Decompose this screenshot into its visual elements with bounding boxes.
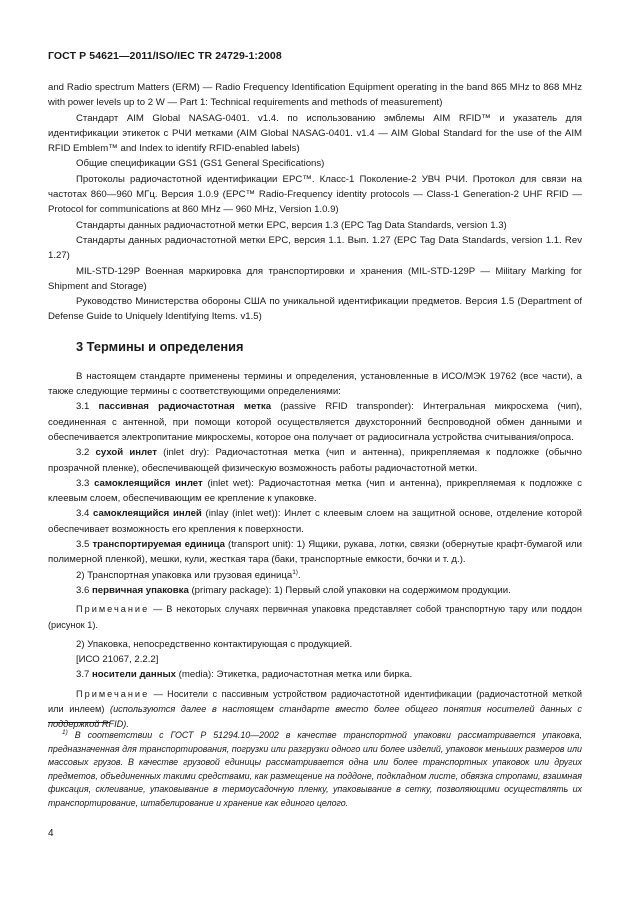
footnote: $^{1)}$ В соответствии с ГОСТ Р 51294.10—2002 в качестве транспортной упаковки рассматривается упаковка, предназначенная для транспортирования, погрузки или разгрузки одного или более изделий, упаковок меньших размеров или массовых грузов. В качестве грузовой единицы рассматривается одна или более транспортных упаковок или других предметов, объединенных такими средствами, как размещение на поддоне, подкладном листе, обвязка стропами, взаимная фиксация, склеивание, упаковывание в термоусадочную пленку, упаковывание в сетку, позволяющими осуществлять их транспортирование, штабелирование и хранение как единого целого. bbox=[48, 729, 582, 808]
footnote-mark: 1) bbox=[62, 729, 68, 737]
term-text: (primary package): 1) Первый слой упаковки на содержимом продукции. bbox=[188, 584, 511, 596]
footnote-ref: 1) bbox=[292, 568, 298, 576]
term-definition bbox=[48, 506, 582, 537]
note-label: Примечание bbox=[76, 604, 150, 615]
document-body bbox=[48, 80, 582, 733]
term-number: 3.1 bbox=[76, 401, 90, 413]
term-name: самоклеящийся инлет bbox=[94, 477, 203, 489]
page-number: 4 bbox=[48, 828, 54, 839]
term-subitem: 2) Упаковка, непосредственно контактирующая с продукцией. bbox=[76, 638, 353, 650]
term-text: (passive RFID transponder): Интегральная микросхема (чип), соединенная с антенной, при помощи которой осуществляется двухсторонний беспроводной обмен данными и обеспечивается электропитание микросхемы, которое она получает от радиосигнала устройства считывания/опроса. bbox=[48, 401, 582, 443]
note: Примечание — В некоторых случаях первичная упаковка представляет собой транспортную тару или поддон (рисунок 1). bbox=[48, 604, 582, 630]
term-text: (inlay (inlet wet)): Инлет с клеевым слоем на защитной основе, отделение которой обеспечивает возможность его крепления к поверхности. bbox=[48, 508, 582, 535]
term-subitem: 2) Транспортная упаковка или грузовая единица$^{1)}$. bbox=[76, 568, 301, 581]
term-name: сухой инлет bbox=[95, 447, 157, 459]
paragraph: Общие спецификации GS1 (GS1 General Specifications) bbox=[76, 158, 325, 170]
term-text: (transport unit): 1) Ящики, рукава, лотки, связки (обернутые крафт-бумагой или полимерной пленкой), мешки, кули, жесткая тара (баки, транспортные емкости, бочки и т. д.). bbox=[48, 539, 582, 566]
paragraph: Протоколы радиочастотной идентификации EPC™. Класс-1 Поколение-2 УВЧ РЧИ. Протокол для связи на частотах 860—960 МГц. Версия 1.0.9 (EPC™ Radio-Frequency identity protocols — Class-1 Generation-2 UHF RFID — Protocol for communications at 860 MHz — 960 MHz, Version 1.0.9) bbox=[48, 173, 582, 216]
term-name: транспортируемая единица bbox=[92, 539, 225, 551]
term-number: 3.3 bbox=[76, 477, 90, 489]
term-definition bbox=[48, 583, 582, 598]
term-text: (inlet dry): Радиочастотная метка (чип и антенна), прикрепляемая к подложке (обычно прозрачной пленке), обеспечивающей физическую возможность работы радиочастотной метки. bbox=[48, 447, 582, 474]
term-definition bbox=[48, 399, 582, 445]
term-name: пассивная радиочастотная метка bbox=[98, 401, 272, 413]
term-definition bbox=[48, 476, 582, 507]
note-label: Примечание bbox=[76, 688, 150, 699]
term-number: 3.5 bbox=[76, 539, 90, 551]
paragraph: Руководство Министерства обороны США по уникальной идентификации предметов. Версия 1.5 (Department of Defense Guide to Uniquely Identifying Items. v1.5) bbox=[48, 296, 582, 323]
paragraph: Стандарты данных радиочастотной метки EPC, версия 1.3 (EPC Tag Data Standards, version 1.3) bbox=[76, 219, 507, 231]
term-name: самоклеящийся инлей bbox=[93, 508, 202, 520]
term-name: первичная упаковка bbox=[92, 584, 189, 596]
term-definition bbox=[48, 445, 582, 476]
intro-paragraph: В настоящем стандарте применены термины и определения, установленные в ИСО/МЭК 19762 (все части), а также следующие термины с соответствующими определениями: bbox=[48, 370, 582, 398]
paragraph: MIL-STD-129P Военная маркировка для транспортировки и хранения (MIL-STD-129P — Military Marking for Shipment and Storage) bbox=[48, 265, 582, 292]
section-title: 3 Термины и определения bbox=[76, 338, 244, 354]
reference: [ИСО 21067, 2.2.2] bbox=[76, 654, 159, 666]
paragraph: Стандарты данных радиочастотной метки EPC, версия 1.1. Вып. 1.27 (EPC Tag Data Standards, version 1.1. Rev 1.27) bbox=[48, 234, 582, 262]
term-number: 3.6 bbox=[76, 584, 90, 596]
paragraph: and Radio spectrum Matters (ERM) — Radio Frequency Identification Equipment operating in the band 865 MHz to 868 MHz with power levels up to 2 W — Part 1: Technical requirements and methods of measurement) bbox=[48, 82, 582, 109]
term-number: 3.2 bbox=[76, 447, 90, 459]
term-number: 3.7 bbox=[76, 669, 90, 681]
document-header: ГОСТ Р 54621—2011/ISO/IEC TR 24729-1:2008 bbox=[48, 50, 282, 62]
note: Примечание — Носители с пассивным устройством радиочастотной идентификации (радиочастотной меткой или инлеем) (используются далее в настоящем стандарте вместо более общего понятия носителей данных с поддержкой RFID). bbox=[48, 688, 583, 730]
term-name: носители данных bbox=[92, 669, 177, 681]
term-number: 3.4 bbox=[76, 508, 90, 520]
footnote-divider bbox=[48, 722, 110, 723]
term-text: (inlet wet): Радиочастотная метка (чип и антенна), прикрепляемая к подложке с клеевым слоем, обеспечивающим ее крепление к упаковке. bbox=[48, 477, 582, 505]
term-text: (media): Этикетка, радиочастотная метка или бирка. bbox=[176, 669, 413, 681]
term-definition bbox=[48, 667, 582, 682]
paragraph: Стандарт AIM Global NASAG-0401. v1.4. по использованию эмблемы AIM RFID™ и указатель для идентификации этикеток с РЧИ метками (AIM Global NASAG-0401. v1.4 — AIM Global Standard for the use of the AIM RFID Emblem™ and Index to identify RFID-enabled labels) bbox=[48, 112, 582, 155]
term-definition bbox=[48, 537, 582, 568]
